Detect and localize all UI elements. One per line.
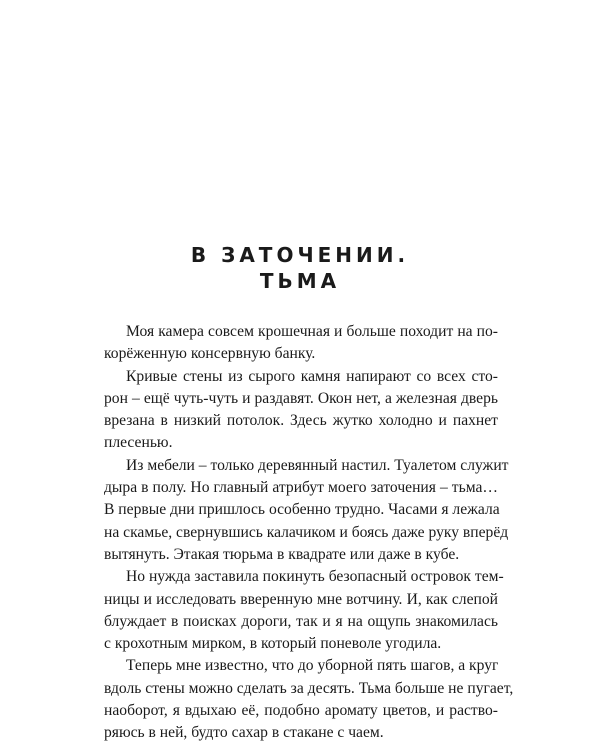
chapter-title-line-1: В ЗАТОЧЕНИИ. [190, 243, 410, 267]
text-line: блуждает в поисках дороги, так и я на ощупь знакомилась [104, 612, 498, 630]
text-line: Кривые стены из сырого камня напирают со всех сто- [126, 367, 498, 385]
text-line: плесенью. [104, 434, 173, 452]
text-line: ницы и исследовать вверенную мне вотчину. И, как слепой [104, 590, 498, 608]
paragraph-5 [104, 655, 514, 744]
paragraph-2 [104, 366, 498, 455]
chapter-title [0, 242, 600, 294]
text-line: Но нужда заставила покинуть безопасный островок тем- [126, 568, 504, 586]
paragraph-3 [104, 455, 509, 566]
text-line: дыра в полу. Но главный атрибут моего заточения – тьма… [104, 479, 498, 497]
paragraph-1 [104, 321, 498, 366]
text-line: ряюсь в ней, будто сахар в стакане с чаем. [104, 724, 384, 742]
text-line: Моя камера совсем крошечная и больше походит на по- [126, 323, 498, 340]
text-line: наоборот, я вдыхаю её, подобно аромату цветов, и раство- [104, 702, 498, 720]
text-line: вытянуть. Этакая тюрьма в квадрате или даже в кубе. [104, 545, 460, 563]
chapter-title-line-2: ТЬМА [259, 269, 341, 293]
chapter-body [104, 321, 514, 745]
text-line: корёженную консервную банку. [104, 345, 316, 363]
text-line: В первые дни пришлось особенно трудно. Часами я лежала [104, 501, 500, 519]
paragraph-4 [104, 566, 504, 655]
text-line: вдоль стены можно сделать за десять. Тьма больше не пугает, [104, 679, 514, 697]
text-line: с крохотным мирком, в который поневоле угодила. [104, 635, 442, 653]
text-line: врезана в низкий потолок. Здесь жутко холодно и пахнет [104, 412, 498, 430]
text-line: Теперь мне известно, что до уборной пять шагов, а круг [126, 657, 499, 675]
text-line: на скамье, свернувшись калачиком и боясь даже руку вперёд [104, 523, 509, 541]
text-line: Из мебели – только деревянный настил. Туалетом служит [126, 456, 509, 474]
text-line: рон – ещё чуть-чуть и раздавят. Окон нет, а железная дверь [104, 389, 498, 407]
